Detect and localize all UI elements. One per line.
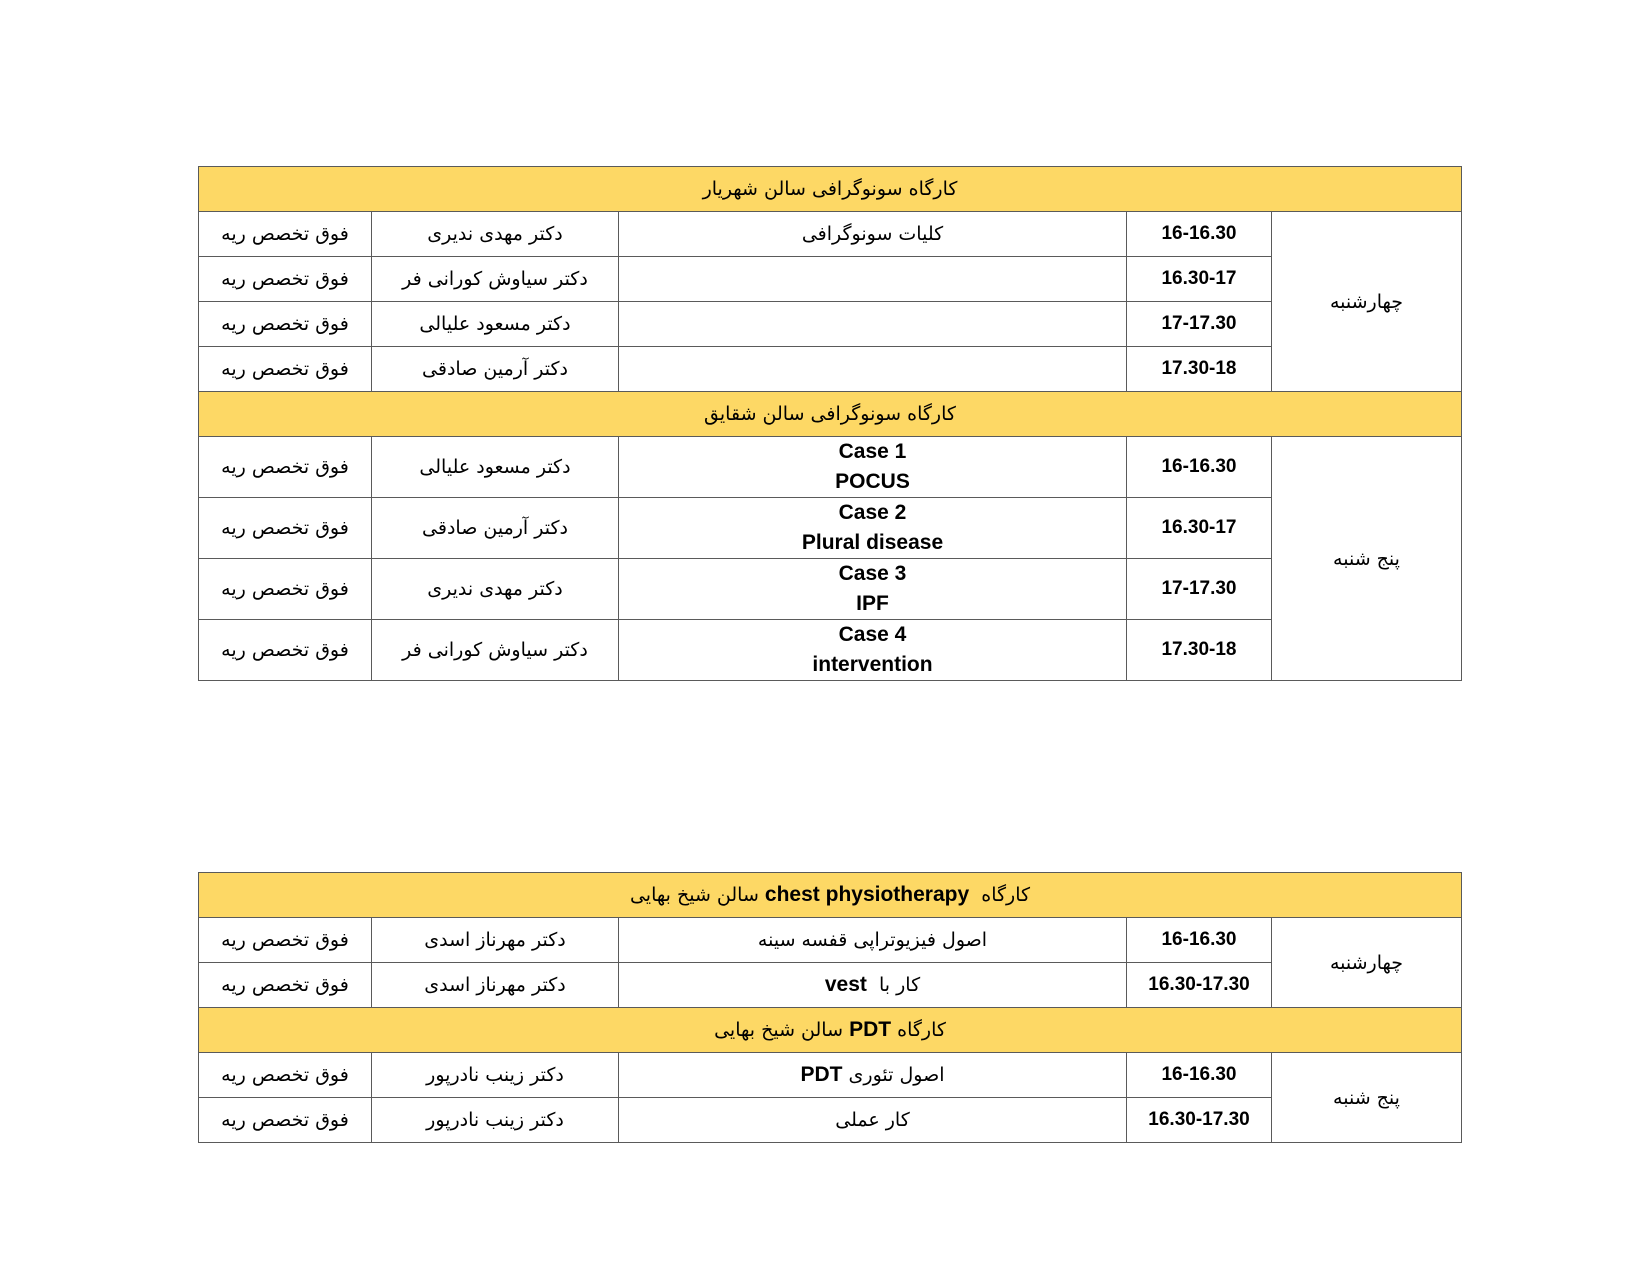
section-header-row xyxy=(199,392,1462,437)
section-title: کارگاه سونوگرافی سالن شقایق xyxy=(199,392,1462,437)
topic-cell xyxy=(619,437,1127,498)
doctor-cell: دکتر مسعود علیالی xyxy=(372,437,619,498)
case-topic: POCUS xyxy=(835,470,910,493)
specialty-cell: فوق تخصص ریه xyxy=(199,559,372,620)
case-topic: intervention xyxy=(812,653,933,676)
time-cell: 17-17.30 xyxy=(1127,302,1272,347)
doctor-cell: دکتر مهدی ندیری xyxy=(372,559,619,620)
specialty-cell: فوق تخصص ریه xyxy=(199,1098,372,1143)
title-prefix: کارگاه xyxy=(981,884,1031,906)
doctor-cell: دکتر مهرناز اسدی xyxy=(372,918,619,963)
topic-cell xyxy=(619,257,1127,302)
topic-cell xyxy=(619,620,1127,681)
table-row xyxy=(199,918,1462,963)
doctor-cell: دکتر مهدی ندیری xyxy=(372,212,619,257)
specialty-cell: فوق تخصص ریه xyxy=(199,498,372,559)
doctor-cell: دکتر سیاوش کورانی فر xyxy=(372,620,619,681)
section-title xyxy=(199,1008,1462,1053)
doctor-cell: دکتر آرمین صادقی xyxy=(372,347,619,392)
time-cell: 16.30-17.30 xyxy=(1127,1098,1272,1143)
table-row xyxy=(199,1053,1462,1098)
specialty-cell: فوق تخصص ریه xyxy=(199,257,372,302)
topic-cell xyxy=(619,302,1127,347)
time-cell: 16.30-17 xyxy=(1127,257,1272,302)
time-cell: 16-16.30 xyxy=(1127,918,1272,963)
topic-cell xyxy=(619,559,1127,620)
table-row xyxy=(199,437,1462,498)
sonography-schedule-table xyxy=(198,166,1462,681)
specialty-cell: فوق تخصص ریه xyxy=(199,212,372,257)
time-cell: 17.30-18 xyxy=(1127,347,1272,392)
time-cell: 17-17.30 xyxy=(1127,559,1272,620)
specialty-cell: فوق تخصص ریه xyxy=(199,302,372,347)
time-cell: 16-16.30 xyxy=(1127,1053,1272,1098)
time-cell: 16-16.30 xyxy=(1127,437,1272,498)
section-title: کارگاه سونوگرافی سالن شهریار xyxy=(199,167,1462,212)
case-label: Case 1 xyxy=(838,440,907,463)
day-cell: پنج شنبه xyxy=(1272,437,1462,681)
topic-text: اصول تئوری xyxy=(848,1064,945,1086)
time-cell: 16.30-17 xyxy=(1127,498,1272,559)
title-prefix: کارگاه xyxy=(897,1019,946,1041)
topic-english: vest xyxy=(824,973,867,996)
specialty-cell: فوق تخصص ریه xyxy=(199,437,372,498)
doctor-cell: دکتر آرمین صادقی xyxy=(372,498,619,559)
topic-cell xyxy=(619,498,1127,559)
topic-english: PDT xyxy=(800,1063,843,1086)
title-suffix: سالن شیخ بهایی xyxy=(629,884,759,906)
day-cell: چهارشنبه xyxy=(1272,918,1462,1008)
specialty-cell: فوق تخصص ریه xyxy=(199,347,372,392)
title-english: PDT xyxy=(849,1018,892,1041)
section-title xyxy=(199,873,1462,918)
time-cell: 16-16.30 xyxy=(1127,212,1272,257)
day-cell: پنج شنبه xyxy=(1272,1053,1462,1143)
section-header-row xyxy=(199,167,1462,212)
case-label: Case 3 xyxy=(838,562,907,585)
topic-cell xyxy=(619,963,1127,1008)
topic-cell xyxy=(619,1053,1127,1098)
section-header-row xyxy=(199,873,1462,918)
doctor-cell: دکتر مسعود علیالی xyxy=(372,302,619,347)
day-cell: چهارشنبه xyxy=(1272,212,1462,392)
case-topic: Plural disease xyxy=(801,531,944,554)
topic-cell: کار عملی xyxy=(619,1098,1127,1143)
table-row xyxy=(199,212,1462,257)
case-label: Case 4 xyxy=(838,623,907,646)
time-cell: 17.30-18 xyxy=(1127,620,1272,681)
doctor-cell: دکتر مهرناز اسدی xyxy=(372,963,619,1008)
specialty-cell: فوق تخصص ریه xyxy=(199,918,372,963)
time-cell: 16.30-17.30 xyxy=(1127,963,1272,1008)
doctor-cell: دکتر سیاوش کورانی فر xyxy=(372,257,619,302)
case-label: Case 2 xyxy=(838,501,907,524)
physiotherapy-pdt-schedule-table xyxy=(198,872,1462,1143)
specialty-cell: فوق تخصص ریه xyxy=(199,1053,372,1098)
section-header-row xyxy=(199,1008,1462,1053)
specialty-cell: فوق تخصص ریه xyxy=(199,620,372,681)
case-topic: IPF xyxy=(856,592,889,615)
doctor-cell: دکتر زینب نادرپور xyxy=(372,1053,619,1098)
topic-cell: اصول فیزیوتراپی قفسه سینه xyxy=(619,918,1127,963)
topic-cell xyxy=(619,347,1127,392)
title-suffix: سالن شیخ بهایی xyxy=(714,1019,844,1041)
specialty-cell: فوق تخصص ریه xyxy=(199,963,372,1008)
topic-cell: کلیات سونوگرافی xyxy=(619,212,1127,257)
topic-text: کار با xyxy=(878,974,921,996)
title-english: chest physiotherapy xyxy=(764,883,970,906)
doctor-cell: دکتر زینب نادرپور xyxy=(372,1098,619,1143)
